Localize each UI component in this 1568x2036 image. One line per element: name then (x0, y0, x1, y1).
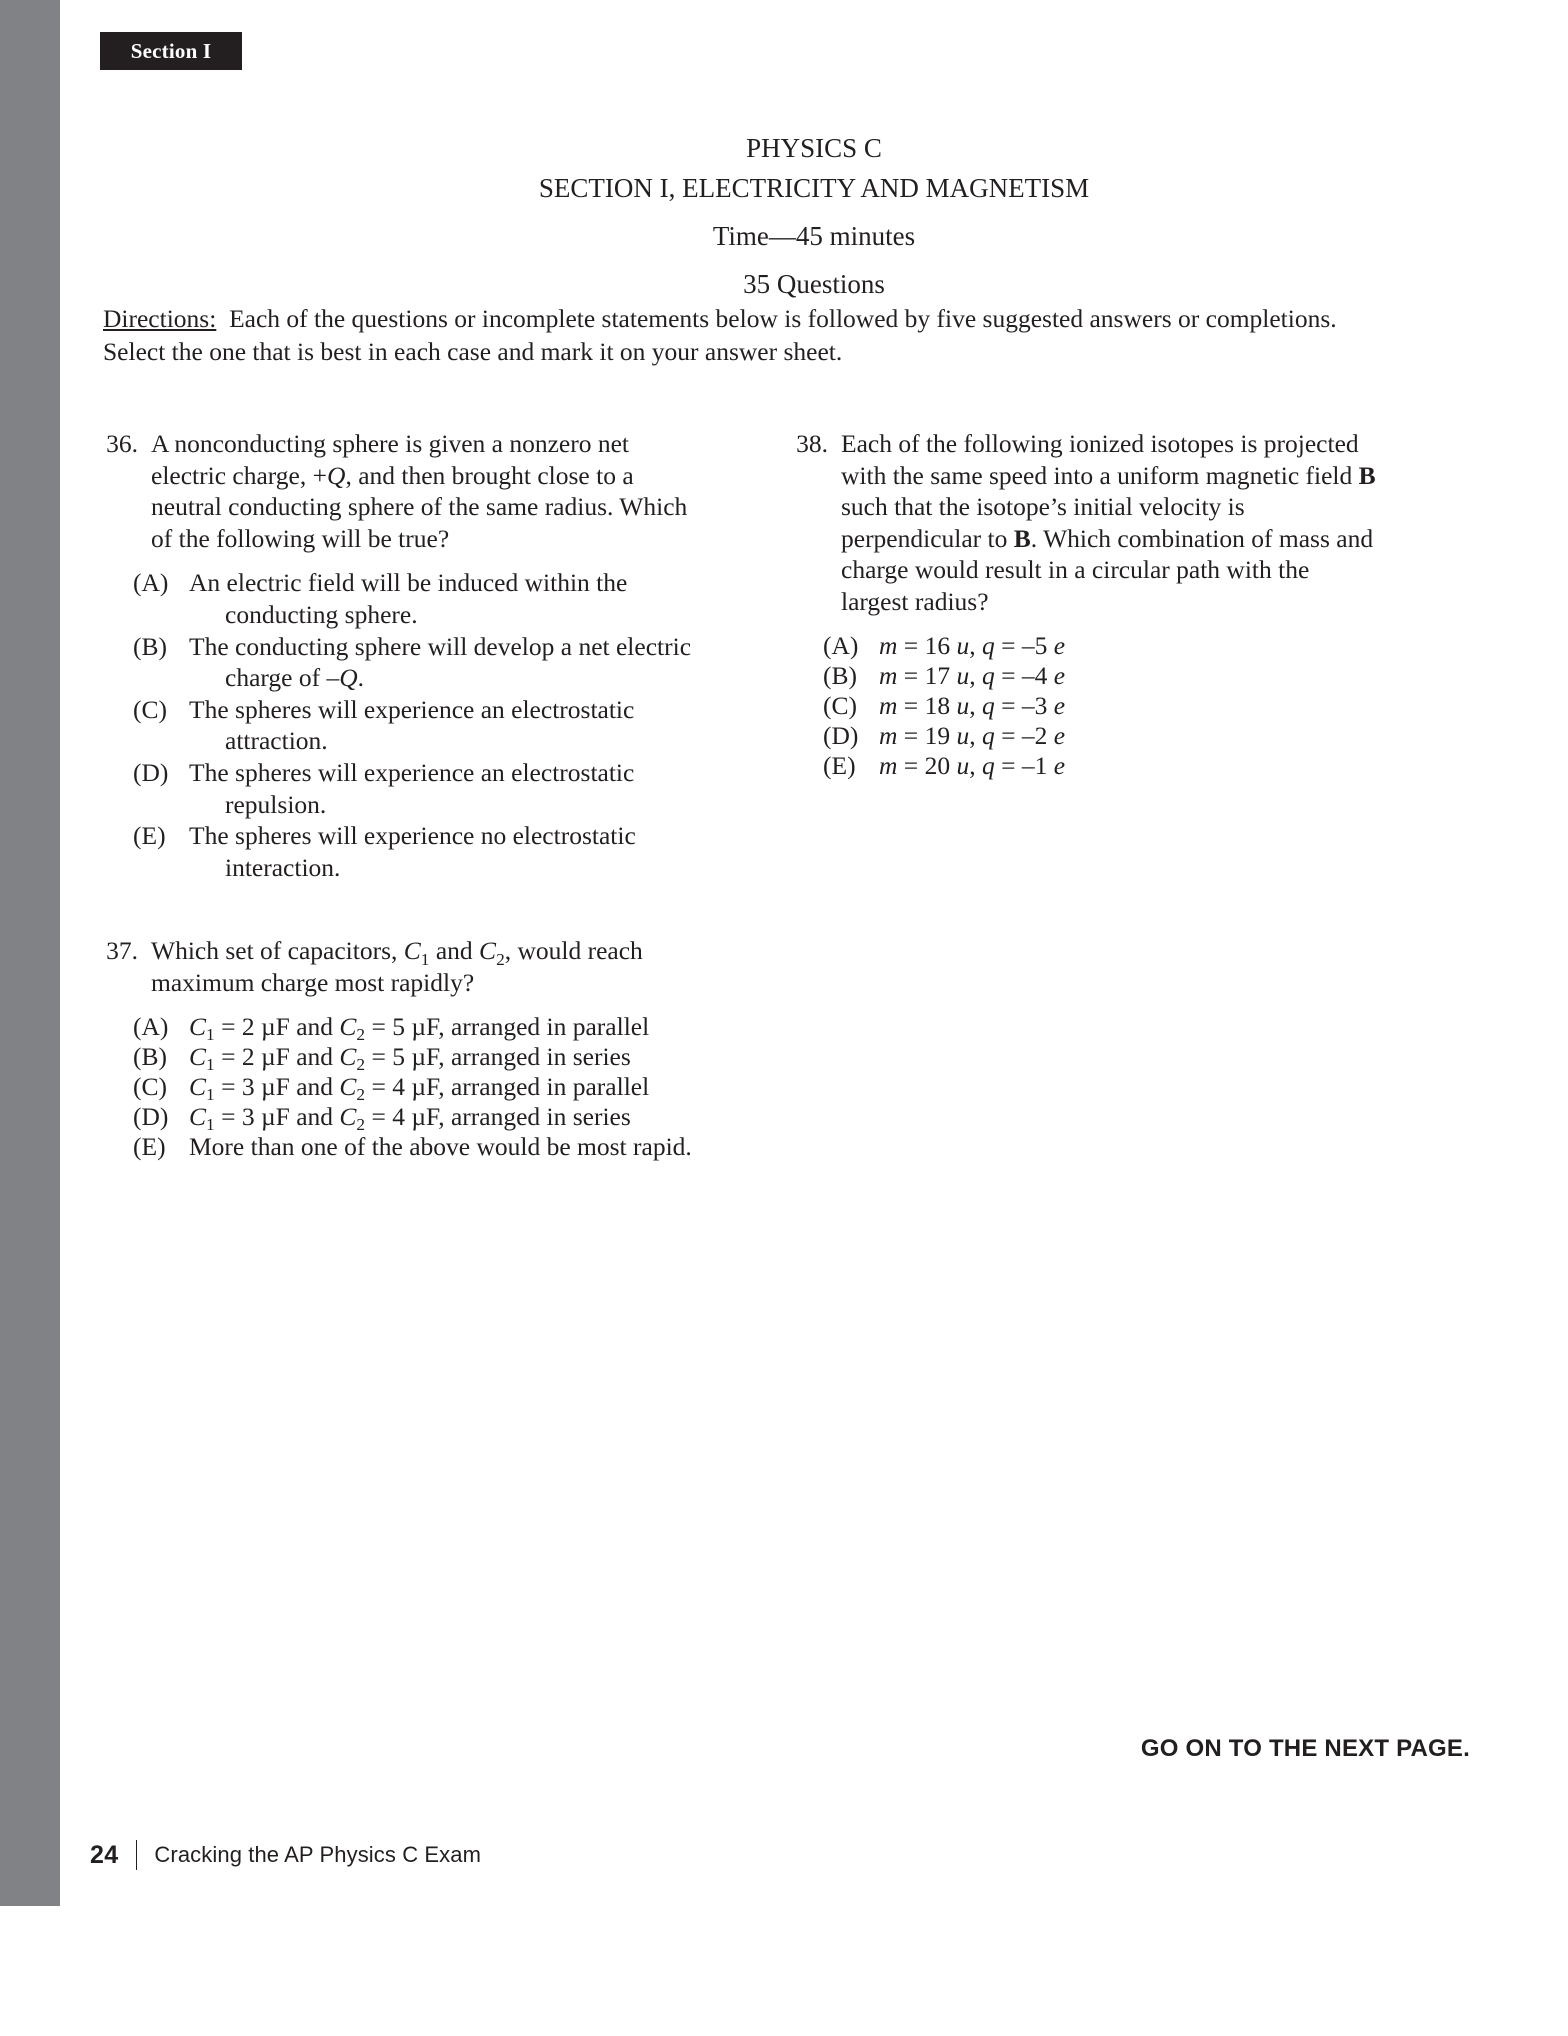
choice-37-c-unit1: µF (260, 1071, 290, 1101)
choice-36-d-line2: repulsion. (225, 789, 327, 819)
choice-36-d-text (189, 757, 693, 820)
choice-38-e[interactable] (793, 751, 1383, 781)
choice-38-b-m: m (879, 660, 898, 690)
choice-38-e-charge: –1 (1021, 750, 1048, 780)
choice-38-b-text: m = 17 u, q = –4 e (879, 660, 1066, 690)
choice-37-d-c2: 4 (392, 1101, 405, 1131)
choice-37-d-and: and (296, 1101, 334, 1131)
choice-36-a-text (189, 567, 693, 630)
choice-38-e-label: (E) (823, 750, 856, 780)
choice-37-e[interactable] (103, 1132, 693, 1162)
section-tab (100, 32, 242, 70)
choice-38-b-label: (B) (823, 660, 857, 690)
choice-36-a[interactable] (103, 567, 693, 630)
choice-37-c-unit2: µF (411, 1071, 439, 1101)
choice-37-e-text: More than one of the above would be most rapid. (189, 1131, 692, 1161)
choice-38-c[interactable] (793, 691, 1383, 721)
choice-36-c-text (189, 694, 693, 757)
page-footer (90, 1840, 481, 1870)
choice-37-a-and: and (296, 1011, 334, 1041)
question-36-stem (151, 428, 693, 554)
choice-38-c-text: m = 18 u, q = –3 e (879, 690, 1066, 720)
choice-38-c-m: m (879, 690, 898, 720)
choice-36-d[interactable] (103, 757, 693, 820)
choice-38-c-u: u (956, 690, 970, 720)
choice-37-d[interactable] (103, 1101, 693, 1135)
choice-38-a-label: (A) (823, 630, 859, 660)
question-38 (793, 428, 1383, 781)
directions-label: Directions: (103, 304, 217, 333)
choice-38-e-text: m = 20 u, q = –1 e (879, 750, 1066, 780)
choice-37-a-unit2: µF (411, 1011, 439, 1041)
choice-36-e-text (189, 820, 693, 883)
choice-36-a-line1: An electric field will be induced within the (189, 568, 628, 598)
exam-heading (60, 128, 1568, 304)
heading-line-time: Time—45 minutes (712, 221, 916, 251)
choice-37-c-label: (C) (133, 1071, 167, 1101)
choice-38-a-q: q (981, 630, 995, 660)
question-38-stem: Each of the following ionized isotopes is projected with the same speed into a uniform magnetic field B such that the isotope’s initial velocity is perpendicular to B. Which combination of mass and charge would result in a circular path with the largest radius? (841, 429, 1376, 616)
choice-38-a-charge: –5 (1021, 630, 1048, 660)
question-38-number: 38. (796, 429, 828, 458)
choice-36-b-line2: charge of –Q. (225, 663, 365, 693)
choice-38-a[interactable] (793, 631, 1383, 661)
choice-37-c-c2: 4 (392, 1071, 405, 1101)
choice-38-c-charge: –3 (1021, 690, 1048, 720)
heading-line-exam-name: PHYSICS C (746, 133, 882, 163)
choice-37-b-c2: 5 (392, 1041, 405, 1071)
choice-37-d-text: $C_1 = 3$ µF and $C_2 = 4$ µF, arranged in series (189, 1101, 631, 1135)
choice-37-b[interactable] (103, 1041, 693, 1075)
choice-38-d-u: u (956, 720, 970, 750)
choice-38-a-mass: 16 (924, 630, 951, 660)
choice-38-a-u: u (956, 630, 970, 660)
choice-37-c-arrangement: arranged in parallel (450, 1071, 650, 1101)
column-left (103, 428, 693, 1196)
heading-line-question-count: 35 Questions (743, 269, 885, 299)
question-37-number: 37. (106, 936, 138, 966)
choice-38-e-u: u (956, 750, 970, 780)
heading-line-section: SECTION I, ELECTRICITY AND MAGNETISM (538, 173, 1090, 203)
question-36 (103, 428, 693, 883)
choice-36-c[interactable] (103, 694, 693, 757)
question-36-stem-part-1: A nonconducting sphere is given a nonzero net electric charge, + (151, 429, 630, 490)
choice-38-d-q: q (981, 720, 995, 750)
choice-36-e-line1: The spheres will experience no electrostatic (189, 821, 636, 851)
question-36-choices (103, 567, 693, 883)
column-right (793, 428, 1383, 815)
choice-37-d-c1: 3 (241, 1101, 255, 1131)
choice-38-c-e: e (1053, 690, 1066, 720)
question-36-stem-part-3: , and then brought close to a neutral conducting sphere of the same radius. Which of the following will be true? (151, 460, 688, 553)
question-37 (103, 935, 693, 1161)
choice-38-e-m: m (879, 750, 898, 780)
choice-37-c-c1: 3 (241, 1071, 255, 1101)
directions-text: Each of the questions or incomplete statements below is followed by five suggested answers or completions. Select the one that is best in each case and mark it on your answer sheet. (103, 304, 1337, 366)
choice-36-d-label: (D) (133, 757, 169, 787)
question-37-choices (103, 1012, 693, 1162)
choice-37-e-label: (E) (133, 1131, 166, 1161)
choice-38-e-mass: 20 (924, 750, 951, 780)
choice-36-b-line1: The conducting sphere will develop a net electric (189, 631, 692, 661)
question-columns (103, 428, 1423, 1188)
choice-37-a-arrangement: arranged in parallel (450, 1011, 650, 1041)
choice-38-a-e: e (1053, 630, 1066, 660)
question-36-header (103, 428, 693, 554)
go-on-to-next-page-notice: GO ON TO THE NEXT PAGE. (1140, 1735, 1470, 1762)
choice-36-e-label: (E) (133, 821, 166, 851)
section-tab-label: Section I (130, 38, 212, 63)
left-gutter-bar (0, 0, 60, 1906)
choice-38-d-e: e (1053, 720, 1066, 750)
page-number: 24 (90, 1840, 119, 1869)
choice-36-c-line1: The spheres will experience an electrostatic (189, 694, 635, 724)
choice-36-d-line1: The spheres will experience an electrostatic (189, 757, 635, 787)
choice-38-b-q: q (981, 660, 995, 690)
choice-37-a-label: (A) (133, 1011, 169, 1041)
choice-37-b-unit1: µF (260, 1041, 290, 1071)
choice-36-c-label: (C) (133, 694, 167, 724)
choice-37-b-c1: 2 (241, 1041, 255, 1071)
choice-38-b[interactable] (793, 661, 1383, 691)
choice-37-b-text: $C_1 = 2$ µF and $C_2 = 5$ µF, arranged in series (189, 1041, 631, 1075)
question-37-stem: Which set of capacitors, $C_1$ and $C_2$, would reach maximum charge most rapidly? (151, 936, 643, 997)
choice-37-c-and: and (296, 1071, 334, 1101)
choice-37-a-text: $C_1 = 2$ µF and $C_2 = 5$ µF, arranged in parallel (189, 1011, 650, 1045)
choice-38-c-label: (C) (823, 690, 857, 720)
choice-38-d-label: (D) (823, 720, 859, 750)
choice-38-d[interactable] (793, 721, 1383, 751)
choice-38-d-mass: 19 (924, 720, 951, 750)
choice-37-d-unit1: µF (260, 1101, 290, 1131)
choice-37-b-label: (B) (133, 1041, 167, 1071)
choice-36-b-text (189, 631, 693, 694)
choice-37-a-unit1: µF (260, 1011, 290, 1041)
footer-divider (136, 1840, 137, 1870)
question-38-header (793, 428, 1383, 618)
choice-37-a-c1: 2 (241, 1011, 255, 1041)
choice-37-d-arrangement: arranged in series (450, 1101, 631, 1131)
choice-36-a-label: (A) (133, 568, 169, 598)
choice-38-b-e: e (1053, 660, 1066, 690)
choice-36-e-line2: interaction. (225, 852, 341, 882)
book-title: Cracking the AP Physics C Exam (154, 1842, 482, 1867)
choice-37-c-text: $C_1 = 3$ µF and $C_2 = 4$ µF, arranged in parallel (189, 1071, 650, 1105)
choice-37-b-unit2: µF (411, 1041, 439, 1071)
question-36-charge-symbol: Q (327, 460, 346, 490)
choice-37-a[interactable] (103, 1011, 693, 1045)
choice-38-e-e: e (1053, 750, 1066, 780)
choice-38-b-u: u (956, 660, 970, 690)
choice-38-a-text: m = 16 u, q = –5 e (879, 630, 1066, 660)
choice-38-b-charge: –4 (1021, 660, 1048, 690)
choice-37-d-unit2: µF (411, 1101, 439, 1131)
choice-38-d-m: m (879, 720, 898, 750)
directions-paragraph (103, 302, 1403, 368)
question-37-header (103, 935, 693, 998)
choice-36-b-label: (B) (133, 631, 167, 661)
choice-36-b[interactable] (103, 631, 693, 694)
choice-37-c[interactable] (103, 1071, 693, 1105)
choice-38-e-q: q (981, 750, 995, 780)
question-36-number: 36. (106, 429, 138, 458)
choice-38-c-q: q (981, 690, 995, 720)
choice-37-d-label: (D) (133, 1101, 169, 1131)
choice-37-a-c2: 5 (392, 1011, 405, 1041)
choice-37-b-arrangement: arranged in series (450, 1041, 631, 1071)
choice-38-b-mass: 17 (924, 660, 951, 690)
choice-36-e[interactable] (103, 820, 693, 883)
choice-38-c-mass: 18 (924, 690, 951, 720)
question-38-choices (793, 631, 1383, 781)
choice-36-a-line2: conducting sphere. (225, 599, 418, 629)
choice-38-a-m: m (879, 630, 898, 660)
choice-38-d-charge: –2 (1021, 720, 1048, 750)
choice-37-b-and: and (296, 1041, 334, 1071)
choice-38-d-text: m = 19 u, q = –2 e (879, 720, 1066, 750)
choice-36-c-line2: attraction. (225, 726, 328, 756)
